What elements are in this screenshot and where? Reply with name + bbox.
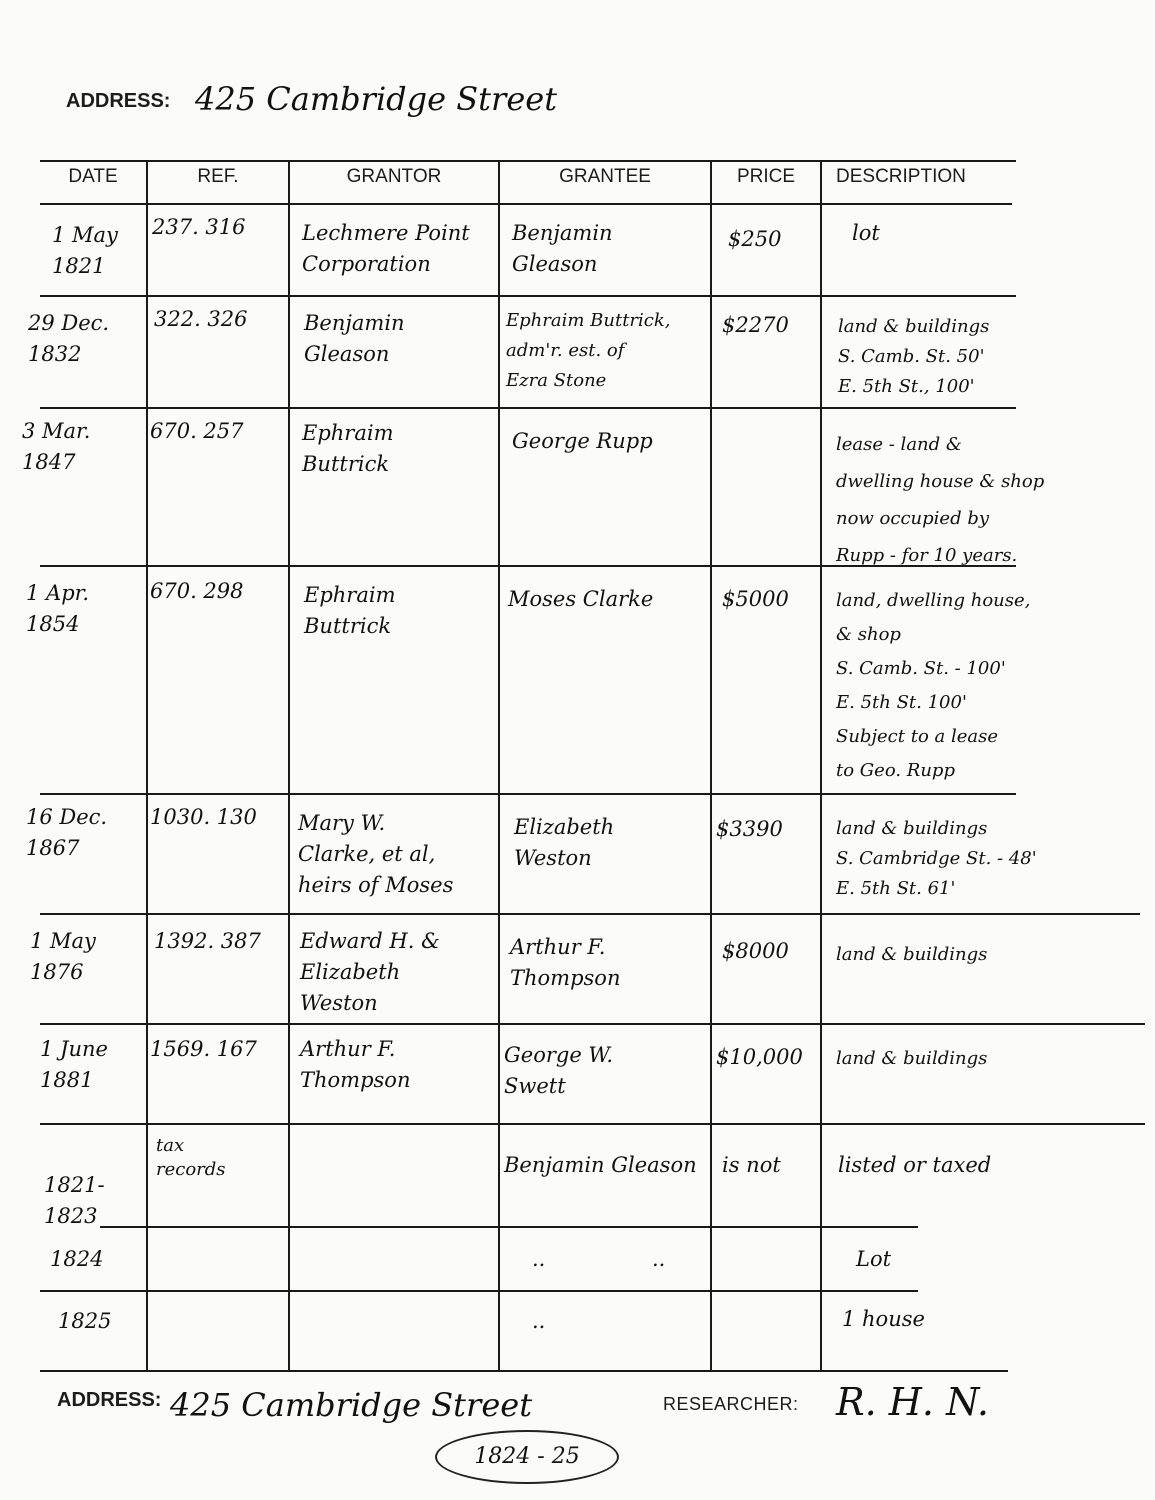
header-address-label: ADDRESS: [66,90,171,112]
row-1-ref: 237. 316 [152,215,246,239]
row-7-date: 1 June 1881 [40,1037,108,1092]
row-5-description: land & buildings S. Cambridge St. - 48' E. 5th St. 61' [836,818,1037,899]
row-2-grantee: Ephraim Buttrick, adm'r. est. of Ezra Stone [506,310,671,391]
footer-researcher-value: R. H. N. [836,1380,989,1424]
row-7-description: land & buildings [836,1048,988,1069]
row-2-date: 29 Dec. 1832 [28,311,110,366]
tax-desc-1824: Lot [856,1247,892,1271]
row-4-price: $5000 [722,587,789,611]
tax-ditto-1824-a: .. [532,1247,546,1271]
row-rule-5 [40,913,1140,915]
col-rule-price-description [820,160,822,1370]
row-5-date: 16 Dec. 1867 [26,805,108,860]
col-header-grantee: GRANTEE [559,166,651,187]
col-header-date: DATE [68,166,118,187]
row-rule-1 [40,295,1016,297]
footer-researcher-label: RESEARCHER: [663,1394,799,1414]
row-4-grantor: Ephraim Buttrick [304,583,396,638]
row-3-ref: 670. 257 [150,419,244,443]
row-1-price: $250 [728,227,782,251]
row-4-date: 1 Apr. 1854 [26,581,90,636]
col-header-price: PRICE [736,166,796,187]
tax-desc-1825: 1 house [842,1307,925,1331]
tax-rule-1 [100,1226,918,1228]
row-3-grantee: George Rupp [512,429,653,453]
row-6-grantee: Arthur F. Thompson [510,935,621,990]
table-top-rule [40,160,1016,162]
row-7-price: $10,000 [716,1045,803,1069]
row-5-ref: 1030. 130 [150,805,257,829]
row-1-date: 1 May 1821 [52,223,118,278]
tax-records-note: tax records [156,1135,226,1180]
tax-ditto-1824-b: .. [652,1247,666,1271]
row-2-ref: 322. 326 [154,307,248,331]
row-3-date: 3 Mar. 1847 [22,419,91,474]
tax-ditto-1825: .. [532,1309,546,1333]
row-5-price: $3390 [716,817,783,841]
tax-grantee-gleason: Benjamin Gleason [504,1153,697,1177]
col-rule-date-ref [146,160,148,1370]
tax-years-1821-1823: 1821- 1823 [44,1173,105,1228]
row-5-grantor: Mary W. Clarke, et al, heirs of Moses [298,811,454,897]
row-rule-6 [40,1023,1145,1025]
row-6-description: land & buildings [836,944,988,965]
header-address-value: 425 Cambridge Street [195,80,558,118]
col-header-grantor: GRANTOR [346,166,442,187]
tax-desc-1821-1823: listed or taxed [838,1153,992,1177]
footer-address-label: ADDRESS: [57,1389,162,1411]
row-3-description: lease - land & dwelling house & shop now occupied by Rupp - for 10 years. [836,434,1045,566]
row-4-description: land, dwelling house, & shop S. Camb. St. - 100' E. 5th St. 100' Subject to a lease to Geo. Rupp [836,590,1031,781]
row-2-grantor: Benjamin Gleason [304,311,405,366]
row-6-grantor: Edward H. & Elizabeth Weston [300,929,440,1015]
row-rule-4 [40,793,1016,795]
col-rule-ref-grantor [288,160,290,1370]
row-rule-2 [40,407,1016,409]
col-header-ref: REF. [197,166,239,187]
col-rule-grantee-price [710,160,712,1370]
row-6-date: 1 May 1876 [30,929,96,984]
row-1-description: lot [852,221,880,245]
row-rule-7 [40,1123,1145,1125]
row-7-ref: 1569. 167 [150,1037,257,1061]
row-3-grantor: Ephraim Buttrick [302,421,394,476]
tax-not-note: is not [722,1153,781,1177]
tax-rule-2 [40,1290,918,1292]
row-6-price: $8000 [722,939,789,963]
row-2-description: land & buildings S. Camb. St. 50' E. 5th St., 100' [838,316,990,397]
row-7-grantee: George W. Swett [504,1043,614,1098]
tax-year-1824: 1824 [50,1247,104,1271]
row-4-grantee: Moses Clarke [508,587,654,611]
row-6-ref: 1392. 387 [154,929,261,953]
header-bottom-rule [40,203,1012,205]
row-2-price: $2270 [722,313,789,337]
table-bottom-rule [40,1370,1008,1372]
row-7-grantor: Arthur F. Thompson [300,1037,411,1092]
col-header-description: DESCRIPTION [836,166,966,187]
row-1-grantor: Lechmere Point Corporation [302,221,470,276]
footer-circled-note: 1824 - 25 [435,1430,619,1484]
row-5-grantee: Elizabeth Weston [514,815,615,870]
col-rule-grantor-grantee [498,160,500,1370]
footer-address-value: 425 Cambridge Street [170,1386,533,1424]
row-1-grantee: Benjamin Gleason [512,221,613,276]
row-4-ref: 670. 298 [150,579,244,603]
tax-year-1825: 1825 [58,1309,112,1333]
